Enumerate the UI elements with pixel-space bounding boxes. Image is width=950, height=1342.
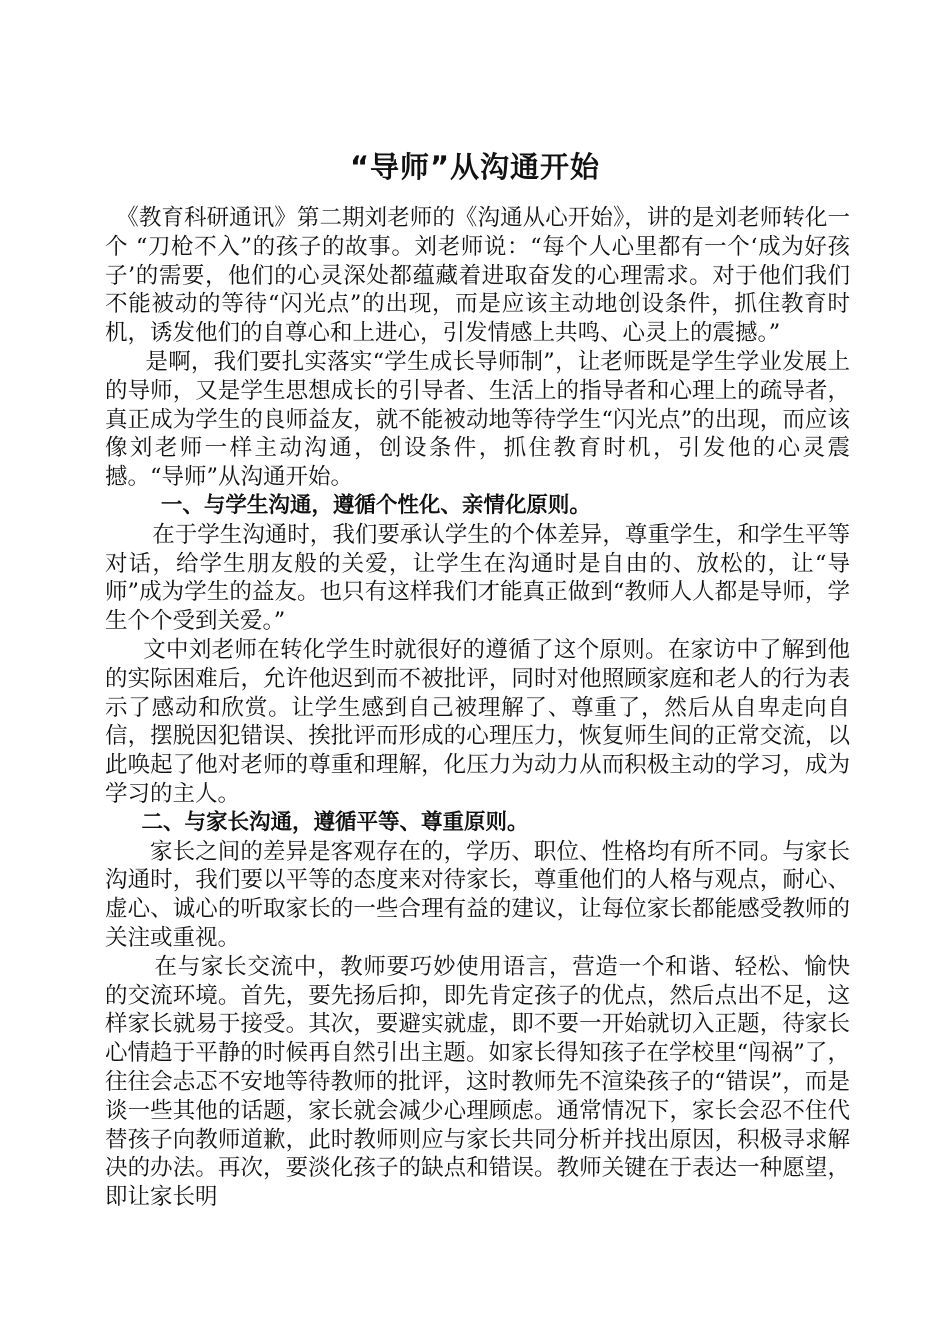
section-heading-students: 一、与学生沟通，遵循个性化、亲情化原则。	[160, 492, 591, 518]
paragraph-liu-example: 文中刘老师在转化学生时就很好的遵循了这个原则。在家访中了解到他的实际困难后，允许他迟到而不被批评，同时对他照顾家庭和老人的行为表示了感动和欣赏。让学生感到自己被理解了、尊重了，然后从自卑走向自信，摆脱因犯错误、挨批评而形成的心理压力，恢复师生间的正常交流，以此唤起了他对老师的尊重和理解，化压力为动力从而积极主动的学习，成为学习的主人。	[105, 636, 850, 807]
section-heading-parents: 二、与家长沟通，遵循平等、尊重原则。	[141, 809, 529, 835]
paragraph-intro: 《教育科研通讯》第二期刘老师的《沟通从心开始》，讲的是刘老师转化一个 “刀枪不入”的孩子的故事。刘老师说：“每个人心里都有一个‘成为好孩子’的需要，他们的心灵深处都蕴藏着进取奋发的心理需求。对于他们我们不能被动的等待“闪光点”的出现，而是应该主动地创设条件，抓住教育时机，诱发他们的自尊心和上进心，引发情感上共鸣、心灵上的震撼。”	[105, 205, 850, 347]
document-title: “导师”从沟通开始	[349, 150, 601, 185]
paragraph-parent-exchange: 在与家长交流中，教师要巧妙使用语言，营造一个和谐、轻松、愉快的交流环境。首先，要先扬后抑，即先肯定孩子的优点，然后点出不足，这样家长就易于接受。其次，要避实就虚，即不要一开始就切入正题，待家长心情趋于平静的时候再自然引出主题。如家长得知孩子在学校里“闯祸”了，往往会忐忑不安地等待教师的批评，这时教师先不渲染孩子的“错误”，而是谈一些其他的话题，家长就会减少心理顾虑。通常情况下，家长会忍不住代替孩子向教师道歉，此时教师则应与家长共同分析并找出原因，积极寻求解决的办法。再次，要淡化孩子的缺点和错误。教师关键在于表达一种愿望，即让家长明	[105, 953, 850, 1211]
paragraph-student-communication: 在于学生沟通时，我们要承认学生的个体差异，尊重学生，和学生平等对话，给学生朋友般的关爱，让学生在沟通时是自由的、放松的，让“导师”成为学生的益友。也只有这样我们才能真正做到“教师人人都是导师，学生个个受到关爱。”	[105, 521, 850, 635]
paragraph-mentor-system: 是啊，我们要扎实落实“学生成长导师制”，让老师既是学生学业发展上的导师，又是学生思想成长的引导者、生活上的指导者和心理上的疏导者，真正成为学生的良师益友，就不能被动地等待学生“闪光点”的出现，而应该像刘老师一样主动沟通，创设条件，抓住教育时机，引发他的心灵震撼。“导师”从沟通开始。	[105, 348, 850, 491]
paragraph-parent-differences: 家长之间的差异是客观存在的，学历、职位、性格均有所不同。与家长沟通时，我们要以平等的态度来对待家长，尊重他们的人格与观点，耐心、虚心、诚心的听取家长的一些合理有益的建议，让每位家长都能感受教师的关注或重视。	[105, 838, 850, 951]
document-body	[105, 204, 850, 1212]
